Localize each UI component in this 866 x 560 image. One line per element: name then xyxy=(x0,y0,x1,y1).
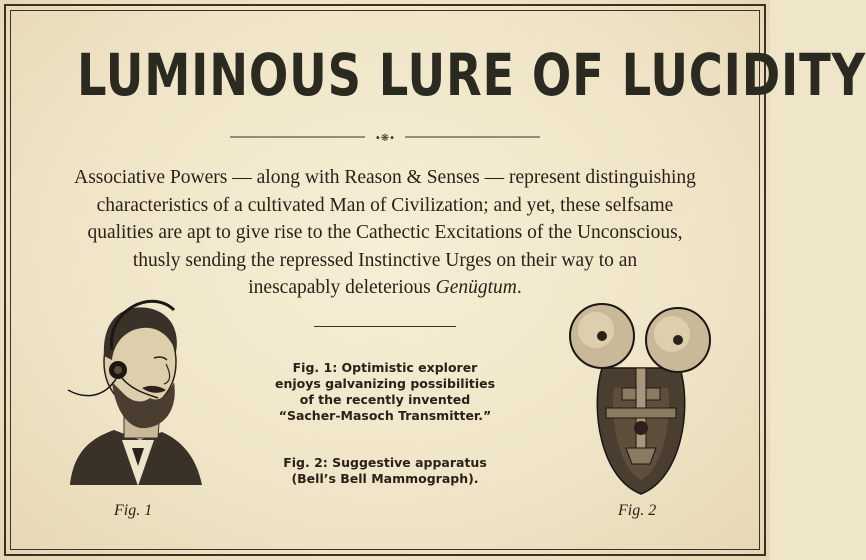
caption-fig1 xyxy=(230,360,540,424)
body-line-text: inescapably deleterious xyxy=(248,277,436,298)
body-line: qualities are apt to give rise to the Cathectic Excitations of the Unconscious, xyxy=(87,222,683,243)
bell-apparatus-illustration xyxy=(566,298,716,498)
bearded-man-illustration xyxy=(62,290,212,490)
ornament-divider xyxy=(230,130,540,144)
body-line: characteristics of a cultivated Man of Civilization; and yet, these selfsame xyxy=(96,194,674,216)
caption-line: (Bell’s Bell Mammograph). xyxy=(291,471,479,486)
caption-line: enjoys galvanizing possibilities xyxy=(274,376,496,391)
body-line: Associative Powers — along with Reason & Senses — represent distinguishing xyxy=(74,167,696,188)
section-divider xyxy=(314,326,456,327)
body-line: thusly sending the repressed Instinctive Urges on their way to an xyxy=(132,249,638,271)
caption-line: Fig. 2: Suggestive apparatus xyxy=(283,455,487,470)
ornament-glyph: •❋• xyxy=(374,133,396,144)
figure-1-label: Fig. 1 xyxy=(114,502,153,519)
page-title: LUMINOUS LURE OF LUCIDITY xyxy=(77,41,866,109)
caption-line: of the recently invented xyxy=(299,392,471,407)
body-italic-word: Genügtum xyxy=(435,277,517,298)
body-line-end: . xyxy=(516,277,522,298)
caption-line: “Sacher-Masoch Transmitter.” xyxy=(278,408,492,423)
body-paragraph xyxy=(40,164,730,302)
figure-2-label: Fig. 2 xyxy=(618,502,657,519)
caption-line: Fig. 1: Optimistic explorer xyxy=(292,360,478,375)
caption-fig2 xyxy=(230,455,540,487)
